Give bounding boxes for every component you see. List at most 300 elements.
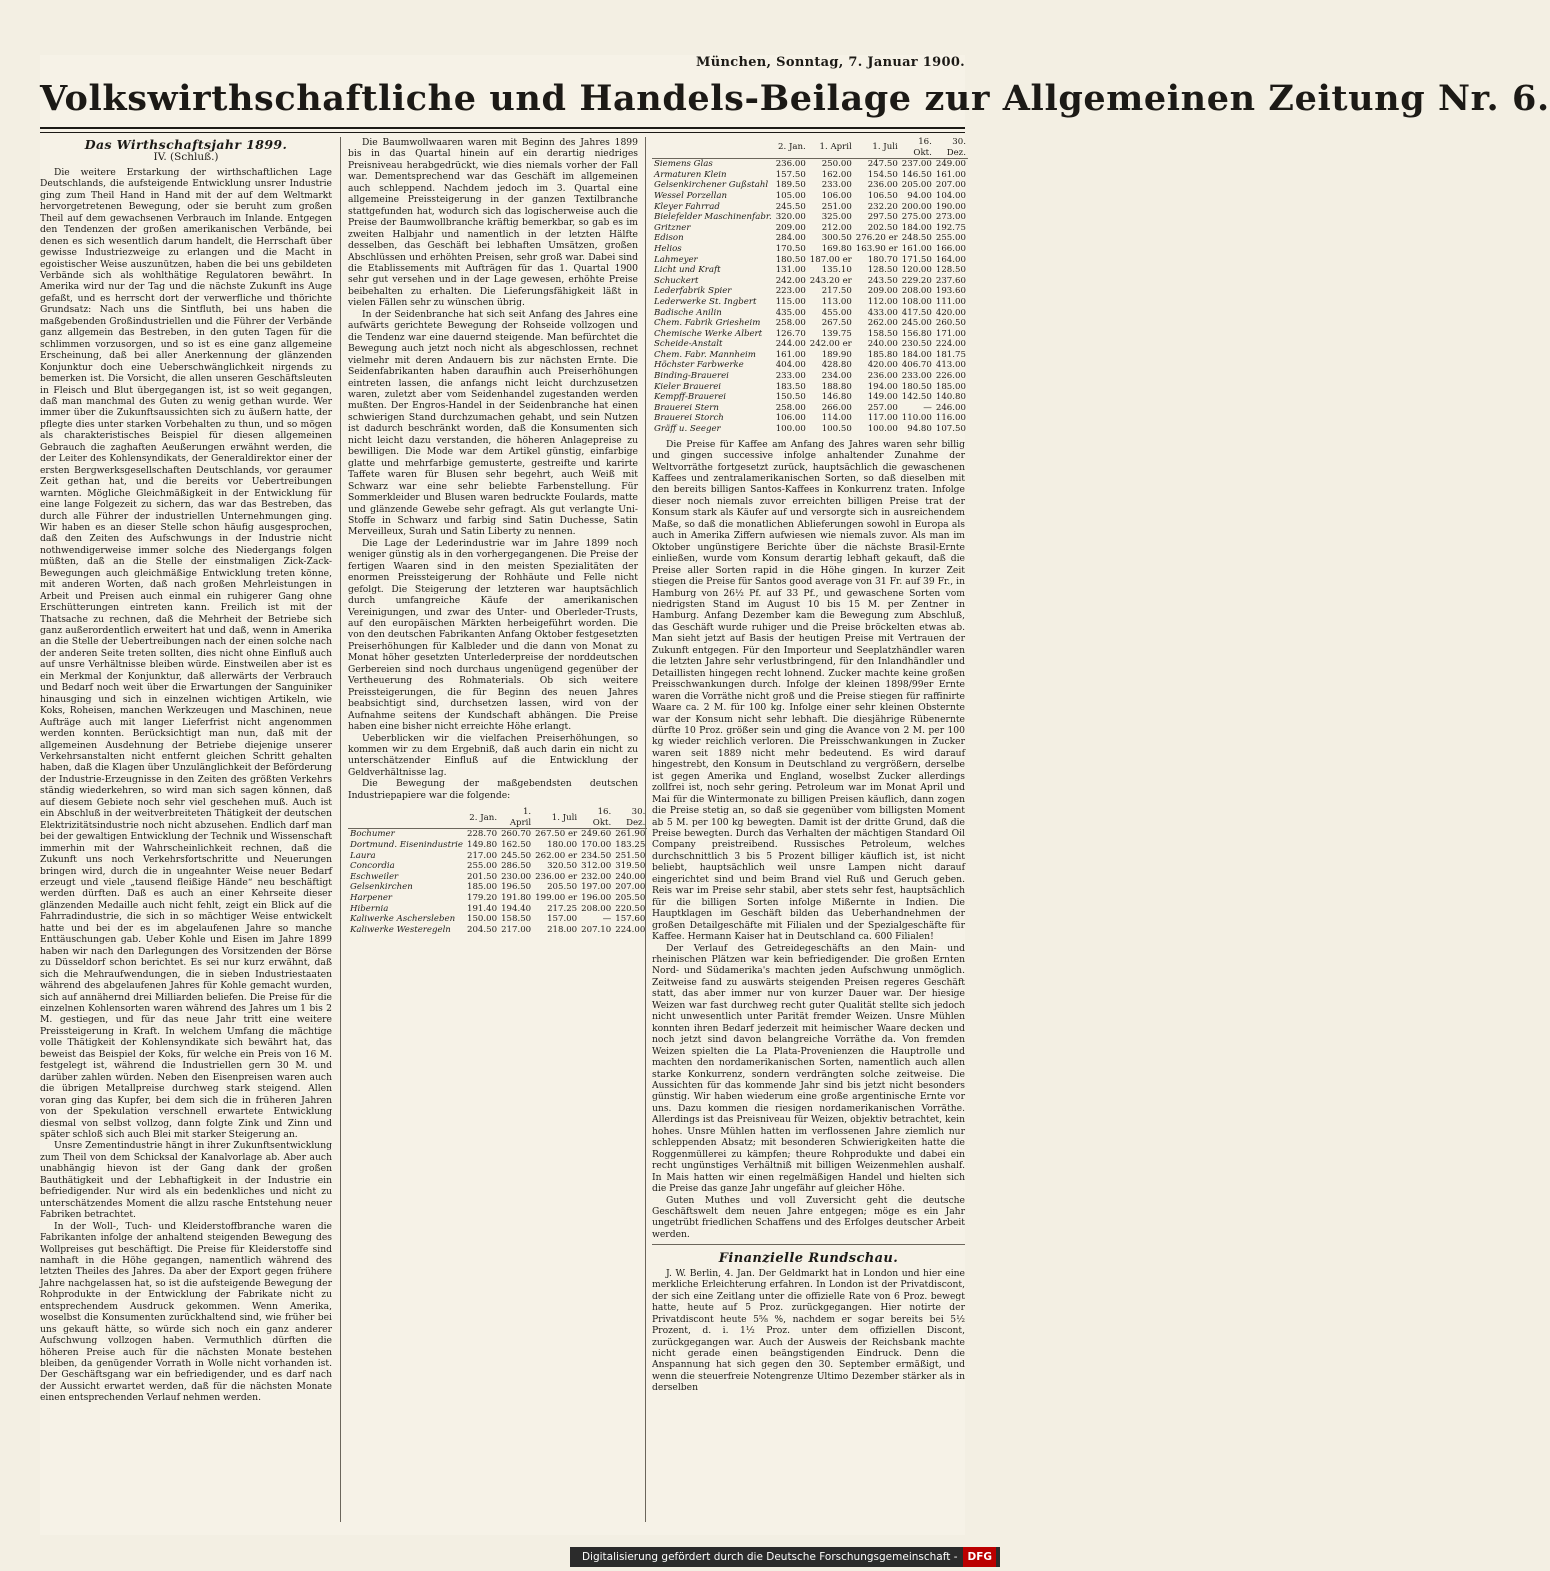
price-cell: 115.00 bbox=[775, 296, 806, 307]
table-row bbox=[348, 893, 647, 904]
price-cell: 249.60 bbox=[581, 829, 612, 840]
price-cell: 169.80 bbox=[821, 243, 852, 254]
price-cell: 114.00 bbox=[821, 413, 852, 424]
table-row bbox=[652, 265, 968, 276]
price-cell: 207.00 bbox=[615, 882, 646, 893]
price-cell: 250.00 bbox=[821, 159, 852, 170]
price-cell: 244.00 bbox=[775, 339, 806, 350]
price-cell: 209.00 bbox=[867, 286, 898, 297]
table-header-cell: 1. April bbox=[499, 807, 533, 829]
price-cell: 104.00 bbox=[935, 190, 966, 201]
price-cell: 234.00 bbox=[821, 371, 852, 382]
price-cell: 107.50 bbox=[935, 424, 966, 435]
price-cell: 149.00 bbox=[867, 392, 898, 403]
price-cell: 204.50 bbox=[467, 924, 498, 935]
price-cell: 230.00 bbox=[501, 871, 532, 882]
company-name: Binding-Brauerei bbox=[654, 371, 729, 382]
table-row bbox=[652, 392, 968, 403]
price-cell: 161.00 bbox=[775, 349, 806, 360]
price-cell: 201.50 bbox=[467, 871, 498, 882]
table-header-name bbox=[652, 137, 774, 159]
price-cell: 185.00 bbox=[935, 381, 966, 392]
price-cell: 150.00 bbox=[467, 914, 498, 925]
price-cell: 180.70 bbox=[867, 254, 898, 265]
price-cell: 117.00 bbox=[867, 413, 898, 424]
paragraph: Die weitere Erstarkung der wirthschaftlichen Lage Deutschlands, die aufsteigende Entwicklung unsrer Industrie ging zum Theil Hand in Hand mit der auf dem Weltmarkt hervorgetretenen Bewegung, oder sie beruht zum großen Theil auf dem gewachsenen Verbrauch im Inlande. Entgegen den Tendenzen der großen amerikanischen Verbände, bei denen es sich wesentlich darum handelt, die Herrschaft über gewisse Industriezweige zu erlangen und die Macht in egoistischer Weise auszunützen, haben die bei uns gebildeten Verbände sich als wohlthätige Regulatoren bewährt. In Amerika wird nur der Tag und die nächste Zukunft ins Auge gefaßt, und es herrscht dort der verwerfliche und thörichte Grundsatz: Nach uns die Sintfluth, bei uns haben die maßgebenden Großindustriellen und die Führer der Verbände ganz allgemein das Bestreben, in den guten Tagen für die schlimmen vorzusorgen, und so ist es eine ganz allgemeine Erscheinung, daß bei aller Anerkennung der glänzenden Konjunktur doch eine Ueberschwänglichkeit nirgends zu bemerken ist. Die Vorsicht, die allen unseren Geschäftsleuten in Fleisch und Blut übergegangen ist, ist so weit gegangen, daß man manchmal des Guten zu wenig gethan wurde. Wer immer über die Zukunftsaussichten sich zu äußern hatte, der pflegte dies unter starken Vorbehalten zu thun, und so mögen als charakteristisches Beispiel für diesen allgemeinen Gebrauch die zaghaften Aeußerungen erwähnt werden, die der Leiter des Kohlensyndikats, der Generaldirektor einer der ersten Bergwerksgesellschaften Deutschlands, vor geraumer Zeit gethan hat, und die bereits vor Uebertreibungen warnten. Mögliche Gleichmäßigkeit in der Entwicklung für eine lange Folgezeit zu sichern, das war das Bestreben, das durch alle Führer der industriellen Unternehmungen ging. Wir haben es an dieser Stelle schon häufig ausgesprochen, daß den Zeiten des Aufschwungs in der Industrie nicht nothwendigerweise immer solche des Niedergangs folgen müßten, daß an die Stelle der einstmaligen Zick-Zack-Bewegungen auch gleichmäßige Entwicklung treten könne, mit anderen Worten, daß nach großen Mehrleistungen in Arbeit und Preisen auch einmal ein ruhigerer Gang ohne Erschütterungen eintreten kann. Freilich ist mit der Thatsache zu rechnen, daß die Mehrheit der Betriebe sich ganz außerordentlich erweitert hat und daß, wenn in Amerika an die Stelle der Uebertreibungen nach der einen solche nach der anderen Seite treten sollten, dies nicht ohne Einfluß auch auf unsre Verhältnisse bleiben würde. Einstweilen aber ist es ein Merkmal der Konjunktur, daß allerwärts der Verbrauch und Bedarf noch weit über die Erwartungen der Sanguiniker hinausging und sich in einzelnen wichtigen Artikeln, wie Koks, Roheisen, manchen Werkzeugen und Maschinen, neue Aufträge auch mit langer Lieferfrist nicht angenommen werden konnten. Berücksichtigt man nun, daß mit der allgemeinen Ausdehnung der Betriebe diejenige unserer Verkehrsanstalten nicht entfernt gleichen Schritt gehalten haben, daß die Klagen über Unzulänglichkeit der Beförderung der Industrie-Erzeugnisse in den Zeiten des größten Verkehrs ständig wiederkehren, so wird man sich sagen können, daß auf diesem Gebiete noch sehr viel geschehen muß. Auch ist ein Abschluß in der weitverbreiteten Thätigkeit der deutschen Elektrizitätsindustrie noch nicht abzusehen. Endlich darf man bei der gewaltigen Entwicklung der Technik und Wissenschaft immerhin mit der Wahrscheinlichkeit rechnen, daß die Zukunft uns noch Verkehrsfortschritte und Neuerungen bringen wird, durch die in ungeahnter Weise neuer Bedarf erzeugt und viele „tausend fleißige Hände“ neu beschäftigt werden dürften. Daß es auch an einer Kehrseite dieser glänzenden Medaille auch nicht fehlt, zeigt ein Blick auf die Fahrradindustrie, die sich in so mächtiger Weise entwickelt hatte und bei der es im abgelaufenen Jahre so manche Enttäuschungen gab. Ueber Kohle und Eisen im Jahre 1899 haben wir nach den Darlegungen des Vorsitzenden der Börse zu Düsseldorf schon berichtet. Es sei nur kurz erwähnt, daß sich die Mehraufwendungen, die in sieben Industriestaaten während des abgelaufenen Jahres für Kohle gemacht wurden, sich auf annähernd drei Milliarden beliefen. Die Preise für die einzelnen Kohlensorten waren während des Jahres um 1 bis 2 M. gestiegen, und für das neue Jahr tritt eine weitere Preissteigerung in Kraft. In welchem Umfang die mächtige volle Thätigkeit der Kohlensyndikate sich bewährt hat, das beweist das Beispiel der Koks, für welche ein Preis von 16 M. festgelegt ist, während die Industriellen gern 30 M. und darüber zahlen würden. Neben den Eisenpreisen waren auch die übrigen Metallpreise durchweg stark steigend. Allen voran ging das Kupfer, bei dem sich die in früheren Jahren von der Spekulation verschnell erwartete Entwicklung diesmal von selbst vollzog, dann folgte Zink und Zinn und später schloß sich auch Blei mit starker Steigerung an. bbox=[40, 166, 332, 1140]
price-cell: 162.50 bbox=[501, 840, 532, 851]
company-name: Helios bbox=[654, 243, 682, 254]
price-cell: 106.50 bbox=[867, 190, 898, 201]
table-row bbox=[652, 318, 968, 329]
price-cell: 108.00 bbox=[901, 296, 932, 307]
price-cell: 247.50 bbox=[867, 159, 898, 170]
price-cell: 180.00 bbox=[547, 840, 578, 851]
price-cell: 194.40 bbox=[501, 903, 532, 914]
price-cell: 113.00 bbox=[821, 296, 852, 307]
masthead-title: Volkswirthschaftliche und Handels-Beilage zur Allgemeinen Zeitung Nr. 6. bbox=[40, 78, 1550, 119]
price-cell: 258.00 bbox=[775, 402, 806, 413]
table-row bbox=[348, 840, 647, 851]
price-cell: 240.00 bbox=[615, 871, 646, 882]
company-name: Concordia bbox=[350, 861, 395, 872]
price-cell: — bbox=[923, 402, 932, 413]
table-row bbox=[652, 350, 968, 361]
price-cell: 205.50 bbox=[615, 893, 646, 904]
paragraph: In der Seidenbranche hat sich seit Anfang des Jahres eine aufwärts gerichtete Bewegung der Rohseide vollzogen und die Tendenz war eine dauernd steigende. Man befürchtet die Bewegung auch jetzt noch nicht als abgeschlossen, rechnet vielmehr mit deren Andauern bis zur nächsten Ernte. Die Seidenfabrikanten haben daraufhin auch Preiserhöhungen eintreten lassen, die anfangs nicht leicht durchzusetzen waren, zuletzt aber vom Seidenhandel zugestanden werden mußten. Der Engros-Handel in der Seidenbranche hat einen schwierigen Stand durchzumachen gehabt, und sein Nutzen ist dadurch beschränkt worden, daß die Konsumenten sich nicht leicht dazu verstanden, die höheren Anlagepreise zu bewilligen. Die Mode war dem Artikel günstig, einfarbige glatte und mehrfarbige gemusterte, gestreifte und karirte Taffete waren für Blusen sehr begehrt, auch Weiß mit Schwarz war eine sehr beliebte Farbenstellung. Für Sommerkleider und Blusen waren bedruckte Foulards, matte und glänzende Gewebe sehr gefragt. Als gut verlangte Uni-Stoffe in Schwarz und farbig sind Satin Duchesse, Satin Merveilleux, Surah und Satin Liberty zu nennen. bbox=[348, 308, 638, 538]
company-name: Kieler Brauerei bbox=[654, 381, 722, 392]
price-cell: 171.00 bbox=[935, 328, 966, 339]
price-cell: 212.00 bbox=[821, 222, 852, 233]
table-row bbox=[652, 329, 968, 340]
price-cell: 257.00 bbox=[867, 402, 898, 413]
price-cell: 413.00 bbox=[935, 360, 966, 371]
price-cell: 131.00 bbox=[775, 265, 806, 276]
price-cell: 197.00 bbox=[581, 882, 612, 893]
price-cell: 435.00 bbox=[775, 307, 806, 318]
price-cell: 217.00 bbox=[501, 924, 532, 935]
price-cell: 246.00 bbox=[935, 402, 966, 413]
price-cell: 275.00 bbox=[901, 212, 932, 223]
company-name: Hibernia bbox=[350, 903, 389, 914]
price-cell: 251.00 bbox=[821, 201, 852, 212]
price-cell: 199.00 er bbox=[535, 893, 578, 904]
price-cell: 208.00 bbox=[581, 903, 612, 914]
price-cell: 100.00 bbox=[775, 424, 806, 435]
price-cell: 243.50 bbox=[867, 275, 898, 286]
dfg-logo: DFG bbox=[963, 1547, 996, 1567]
price-cell: 191.80 bbox=[501, 893, 532, 904]
price-cell: 192.75 bbox=[935, 222, 966, 233]
price-cell: 262.00 bbox=[867, 318, 898, 329]
table-header-cell: 2. Jan. bbox=[774, 137, 808, 159]
price-cell: 112.00 bbox=[867, 296, 898, 307]
table-body bbox=[348, 829, 647, 935]
company-name: Brauerei Stern bbox=[654, 402, 719, 413]
table-header-name bbox=[348, 807, 465, 829]
price-cell: 185.80 bbox=[867, 349, 898, 360]
price-cell: 185.00 bbox=[467, 882, 498, 893]
table-row bbox=[652, 308, 968, 319]
table-row bbox=[348, 829, 647, 840]
price-cell: 126.70 bbox=[775, 328, 806, 339]
column-divider bbox=[340, 137, 341, 1522]
price-cell: 226.00 bbox=[935, 371, 966, 382]
price-cell: 166.00 bbox=[935, 243, 966, 254]
price-cell: 433.00 bbox=[867, 307, 898, 318]
table-header-row bbox=[348, 807, 647, 829]
price-cell: 106.00 bbox=[821, 190, 852, 201]
table-header-row bbox=[652, 137, 968, 159]
price-cell: 417.50 bbox=[901, 307, 932, 318]
price-cell: 217.00 bbox=[467, 850, 498, 861]
company-name: Edison bbox=[654, 233, 684, 244]
company-name: Chem. Fabrik Griesheim bbox=[654, 318, 761, 329]
price-cell: 158.50 bbox=[501, 914, 532, 925]
article-title: Das Wirthschaftsjahr 1899. bbox=[84, 137, 288, 152]
price-cell: 187.00 er bbox=[809, 254, 852, 265]
price-cell: 184.00 bbox=[901, 222, 932, 233]
finance-text: J. W. Berlin, 4. Jan. Der Geldmarkt hat in London und hier eine merkliche Erleichterung erfahren. In London ist der Privatdiscont, der sich eine Zeitlang unter die offizielle Rate von 6 Proz. bewegt hatte, heute auf 5 Proz. zurückgegangen. Hier notirte der Privatdiscont heute 5⅝ %, nachdem er sogar bereits bei 5½ Prozent, d. i. 1½ Proz. unter dem offiziellen Discont, zurückgegangen war. Auch der Ausweis der Reichsbank machte nicht gerade einen beängstigenden Eindruck. Denn die Anspannung hat sich gegen den 30. September ermäßigt, und wenn die steuerfreie Notengrenze Ultimo Dezember stärker als in derselben bbox=[652, 1267, 965, 1394]
table-row bbox=[652, 202, 968, 213]
price-cell: 223.00 bbox=[775, 286, 806, 297]
table-row bbox=[348, 851, 647, 862]
price-cell: 220.50 bbox=[615, 903, 646, 914]
price-cell: 205.00 bbox=[901, 180, 932, 191]
price-cell: 189.50 bbox=[775, 180, 806, 191]
company-name: Kempff-Brauerei bbox=[654, 392, 727, 403]
price-cell: 320.00 bbox=[775, 212, 806, 223]
price-cell: 224.00 bbox=[615, 924, 646, 935]
price-cell: 193.60 bbox=[935, 286, 966, 297]
table-row bbox=[652, 297, 968, 308]
price-cell: 420.00 bbox=[935, 307, 966, 318]
price-cell: 455.00 bbox=[821, 307, 852, 318]
price-cell: 202.50 bbox=[867, 222, 898, 233]
price-cell: 245.50 bbox=[775, 201, 806, 212]
price-cell: 234.50 bbox=[581, 850, 612, 861]
price-cell: 236.00 er bbox=[535, 871, 578, 882]
price-cell: 261.90 bbox=[615, 829, 646, 840]
paragraph: Die Preise für Kaffee am Anfang des Jahres waren sehr billig und gingen successive infolge anhaltender Zunahme der Weltvorräthe fortgesetzt zurück, hauptsächlich die gewaschenen Kaffees und zentralamerikanischen Sorten, so daß dieselben mit den bereits billigen Santos-Kaffees in Konkurrenz traten. Infolge dieser noch niemals zuvor erreichten billigen Preise trat der Konsum stark als Käufer auf und versorgte sich in ausreichendem Maße, so daß die monatlichen Ablieferungen sowohl in Europa als auch in Amerika Ziffern aufwiesen wie niemals zuvor. Als man im Oktober ungünstigere Berichte über die nächste Brasil-Ernte einließen, wurde vom Konsum derartig lebhaft gekauft, daß die Preise aller Sorten rapid in die Höhe gingen. In kurzer Zeit stiegen die Preise für Santos good average von 31 Fr. auf 39 Fr., in Hamburg von 26½ Pf. auf 33 Pf., und gewaschene Sorten vom niedrigsten Stand im August 10 bis 15 M. per Zentner in Hamburg. Anfang Dezember kam die Bewegung zum Abschluß, das Geschäft wurde ruhiger und die Preise bröckelten etwas ab. Man sieht jetzt auf Basis der heutigen Preise mit Vertrauen der Zukunft entgegen. Für den Importeur und Seeplatzhändler waren die letzten Jahre sehr verlustbringend, für den Inlandhändler und Detaillisten hingegen recht lohnend. Zucker machte keine großen Preisschwankungen durch. Infolge der kleinen 1898/99er Ernte waren die Vorräthe nicht groß und die Preise stiegen für raffinirte Waare ca. 2 M. für 100 kg. Infolge einer sehr kleinen Obsternte war der Konsum nicht sehr lebhaft. Die diesjährige Rübenernte dürfte 10 Proz. größer sein und ging die Avance von 2 M. per 100 kg wieder reichlich verloren. Die Preisschwankungen in Zucker waren seit 1889 nicht mehr bedeutend. Es wird darauf hingestrebt, den Konsum in Deutschland zu vergrößern, derselbe ist gegen Amerika und England, woselbst Zucker allerdings zollfrei ist, noch sehr gering. Petroleum war im Monat April und Mai für die Wintermonate zu billigen Preisen käuflich, dann zogen die Preise stetig an, so daß sie gegenüber vom billigsten Moment ab 5 M. per 100 kg bewegten. Damit ist der dritte Grund, daß die Preise bewegten. Durch das Verhalten der mächtigen Standard Oil Company preistreibend. Russisches Petroleum, welches durchschnittlich 3 bis 5 Prozent billiger käuflich ist, ist nicht beliebt, hauptsächlich weil unsre Lampen nicht darauf eingerichtet sind und beim Brand viel Ruß und Geruch geben. Reis war im Preise sehr stabil, aber stets sehr fest, hauptsächlich für die billigen Sorten infolge Mißernte in Indien. Die Hauptklagen im Geschäft bilden das Ueberhandnehmen der großen Detailgeschäfte mit Filialen und der Spezialgeschäfte für Kaffee. Hermann Kaiser hat in Deutschland ca. 600 Filialen! bbox=[652, 438, 965, 943]
price-cell: 128.50 bbox=[935, 265, 966, 276]
company-name: Gelsenkirchener Gußstahl bbox=[654, 180, 769, 191]
paragraph: Die Baumwollwaaren waren mit Beginn des Jahres 1899 bis in das Quartal hinein auf ein derartig niedriges Preisniveau herabgedrückt, wie dies niemals vorher der Fall war. Dementsprechend war das Geschäft im allgemeinen auch schleppend. Nachdem jedoch im 3. Quartal eine allgemeine Preissteigerung in der ganzen Textilbranche stattgefunden hat, wodurch sich das logischerweise auch die Preise der Baumwollbranche kräftig bemerkbar, so gab es im zweiten Halbjahr und namentlich in der letzten Hälfte desselben, das Geschäft bei lebhaften Umsätzen, großen Abschlüssen und erhöhten Preisen, sehr groß war. Dabei sind die Etablissements mit Aufträgen für das 1. Quartal 1900 sehr gut versehen und in der Lage gewesen, erhöhte Preise beibehalten zu erhalten. Die Lieferungsfähigkeit läßt in vielen Fällen sehr zu wünschen übrig. bbox=[348, 137, 638, 309]
column-2 bbox=[348, 137, 646, 1522]
price-cell: 251.50 bbox=[615, 850, 646, 861]
company-name: Lederfabrik Spier bbox=[654, 286, 732, 297]
table-header-cell: 30. Dez. bbox=[934, 137, 968, 159]
price-cell: 170.00 bbox=[581, 840, 612, 851]
table-row bbox=[652, 244, 968, 255]
column-3-body bbox=[652, 439, 965, 1241]
column-2-body bbox=[348, 137, 638, 801]
table-row bbox=[652, 180, 968, 191]
paragraph: Die Bewegung der maßgebendsten deutschen Industriepapiere war die folgende: bbox=[348, 778, 638, 801]
masthead-rule-thin bbox=[40, 132, 965, 133]
dateline: München, Sonntag, 7. Januar 1900. bbox=[696, 55, 965, 70]
paragraph: Ueberblicken wir die vielfachen Preiserhöhungen, so kommen wir zu dem Ergebniß, daß auch darin ein nicht zu unterschätzender Einfluß auf die Entwicklung der Geldverhältnisse lag. bbox=[348, 732, 638, 778]
price-cell: 128.50 bbox=[867, 265, 898, 276]
table-row bbox=[348, 925, 647, 936]
table-row bbox=[652, 286, 968, 297]
price-cell: 146.80 bbox=[821, 392, 852, 403]
price-cell: 284.00 bbox=[775, 233, 806, 244]
price-cell: 189.90 bbox=[821, 349, 852, 360]
stock-prices-table bbox=[652, 137, 968, 435]
price-cell: 164.00 bbox=[935, 254, 966, 265]
column-1-body bbox=[40, 167, 332, 1404]
table-row bbox=[652, 276, 968, 287]
price-cell: 94.80 bbox=[907, 424, 932, 435]
table-row bbox=[652, 233, 968, 244]
price-cell: 229.20 bbox=[901, 275, 932, 286]
column-divider bbox=[645, 137, 646, 1522]
table-row bbox=[348, 861, 647, 872]
company-name: Schuckert bbox=[654, 275, 699, 286]
price-cell: 157.50 bbox=[775, 169, 806, 180]
price-cell: 248.50 bbox=[901, 233, 932, 244]
price-cell: 262.00 er bbox=[535, 850, 578, 861]
company-name: Gelsenkirchen bbox=[350, 882, 413, 893]
table-row bbox=[652, 339, 968, 350]
price-cell: 154.50 bbox=[867, 169, 898, 180]
price-cell: 110.00 bbox=[901, 413, 932, 424]
price-cell: 181.75 bbox=[935, 349, 966, 360]
paragraph: Unsre Zementindustrie hängt in ihrer Zukunftsentwicklung zum Theil von dem Schicksal der Kanalvorlage ab. Aber auch unabhängig hievon ist der Gang dank der großen Bauthätigkeit und der Lebhaftigkeit in der Industrie ein befriedigender. Nur wird als ein bedenkliches und nicht zu unterschätzendes Moment die allzu rasche Entstehung neuer Fabriken betrachtet. bbox=[40, 1140, 332, 1221]
price-cell: 200.00 bbox=[901, 201, 932, 212]
table-row bbox=[652, 403, 968, 414]
price-cell: 161.00 bbox=[935, 169, 966, 180]
price-cell: 100.00 bbox=[867, 424, 898, 435]
price-cell: 267.50 er bbox=[535, 829, 578, 840]
table-body bbox=[652, 159, 968, 435]
masthead-rule bbox=[40, 127, 965, 129]
company-name: Kaliwerke Westeregeln bbox=[350, 924, 451, 935]
price-cell: 94.00 bbox=[907, 190, 932, 201]
price-cell: 205.50 bbox=[547, 882, 578, 893]
table-row bbox=[652, 212, 968, 223]
price-cell: 245.00 bbox=[901, 318, 932, 329]
price-cell: 233.00 bbox=[821, 180, 852, 191]
price-cell: 179.20 bbox=[467, 893, 498, 904]
price-cell: 157.60 bbox=[615, 914, 646, 925]
price-cell: 218.00 bbox=[547, 924, 578, 935]
price-cell: 180.50 bbox=[775, 254, 806, 265]
price-cell: 276.20 er bbox=[855, 233, 898, 244]
price-cell: 428.80 bbox=[821, 360, 852, 371]
price-cell: 183.25 bbox=[615, 840, 646, 851]
company-name: Gräff u. Seeger bbox=[654, 424, 721, 435]
price-cell: 245.50 bbox=[501, 850, 532, 861]
price-cell: 266.00 bbox=[821, 402, 852, 413]
price-cell: 184.00 bbox=[901, 349, 932, 360]
table-row bbox=[652, 360, 968, 371]
company-name: Badische Anilin bbox=[654, 307, 722, 318]
price-cell: 232.00 bbox=[581, 871, 612, 882]
table-row bbox=[652, 170, 968, 181]
price-cell: 163.90 er bbox=[855, 243, 898, 254]
price-cell: 209.00 bbox=[775, 222, 806, 233]
company-name: Armaturen Klein bbox=[654, 169, 727, 180]
price-cell: 224.00 bbox=[935, 339, 966, 350]
price-cell: 406.70 bbox=[901, 360, 932, 371]
price-cell: 260.50 bbox=[935, 318, 966, 329]
price-cell: 236.00 bbox=[867, 180, 898, 191]
price-cell: 161.00 bbox=[901, 243, 932, 254]
company-name: Scheide-Anstalt bbox=[654, 339, 723, 350]
company-name: Laura bbox=[350, 850, 376, 861]
price-cell: 237.60 bbox=[935, 275, 966, 286]
company-name: Bochumer bbox=[350, 829, 395, 840]
price-cell: 320.50 bbox=[547, 861, 578, 872]
table-header-cell: 16. Okt. bbox=[579, 807, 613, 829]
company-name: Dortmund. Eisenindustrie bbox=[350, 840, 463, 851]
company-name: Brauerei Storch bbox=[654, 413, 724, 424]
price-cell: 191.40 bbox=[467, 903, 498, 914]
price-cell: 258.00 bbox=[775, 318, 806, 329]
table-row bbox=[652, 382, 968, 393]
paragraph: Die Lage der Lederindustrie war im Jahre 1899 noch weniger günstig als in den vorhergegangenen. Die Preise der fertigen Waaren sind in den meisten Spezialitäten der enormen Preissteigerung der Rohhäute und Felle nicht gefolgt. Die Steigerung der letzteren war hauptsächlich durch umfangreiche Käufe der amerikanischen Vereinigungen, und zwar des Unter- und Oberleder-Trusts, auf den europäischen Märkten herbeigeführt worden. Die von den deutschen Fabrikanten Anfang Oktober festgesetzten Preiserhöhungen für Kalbleder und die dann von Monat zu Monat höher gesetzten Unterlederpreise der norddeutschen Gerbereien sind noch durchaus ungenügend gegenüber der Vertheuerung des Rohmaterials. Ob sich weitere Preissteigerungen, die für Beginn des neuen Jahres beabsichtigt sind, durchsetzen lassen, wird von der Aufnahme seitens der Kundschaft abhängen. Die Preise haben eine bisher nicht erreichte Höhe erlangt. bbox=[348, 537, 638, 733]
table-row bbox=[348, 882, 647, 893]
price-cell: 105.00 bbox=[775, 190, 806, 201]
table-header-cell: 30. Dez. bbox=[613, 807, 647, 829]
price-cell: 420.00 bbox=[867, 360, 898, 371]
price-cell: 139.75 bbox=[821, 328, 852, 339]
paragraph: Der Verlauf des Getreidegeschäfts an den Main- und rheinischen Plätzen war kein befriedigender. Die großen Ernten Nord- und Südamerika's machten jeden Aufschwung unmöglich. Zeitweise fand zu auswärts steigenden Preisen regeres Geschäft statt, das aber immer nur von kurzer Dauer war. Der hiesige Weizen war fast durchweg recht guter Qualität stellte sich jedoch nicht unwesentlich unter Parität fremder Weizen. Unsre Mühlen konnten ihren Bedarf jederzeit mit heimischer Waare decken und noch jetzt sind davon belangreiche Vorräthe da. Von fremden Weizen spielten die La Plata-Provenienzen die Hauptrolle und machten den nordamerikanischen Sorten, namentlich auch allen starke Konkurrenz, sondern verdrängten solche zeitweise. Die Aussichten für das kommende Jahr sind bis jetzt nicht besonders günstig. Wir haben wiederum eine große argentinische Ernte vor uns. Dazu kommen die riesigen nordamerikanischen Vorräthe. Allerdings ist das Preisniveau für Weizen, objektiv betrachtet, kein hohes. Unsre Mühlen hatten im verflossenen Jahre ziemlich nur schleppenden Absatz; mit besonderen Schwierigkeiten hatte die Roggenmüllerei zu kämpfen; theure Rohprodukte und dabei ein recht ungünstiges Verhältniß mit billigen Weizenmehlen aushalf. In Mais hatten wir einen regelmäßigen Handel und hielten sich die Preise das ganze Jahr ungefähr auf gleicher Höhe. bbox=[652, 942, 965, 1195]
company-name: Bielefelder Maschinenfabr. bbox=[654, 212, 772, 223]
price-cell: 142.50 bbox=[901, 392, 932, 403]
price-cell: 171.50 bbox=[901, 254, 932, 265]
price-cell: 208.00 bbox=[901, 286, 932, 297]
price-cell: 404.00 bbox=[775, 360, 806, 371]
price-cell: — bbox=[602, 914, 612, 925]
table-row bbox=[652, 223, 968, 234]
price-cell: 157.00 bbox=[547, 914, 578, 925]
price-cell: 149.80 bbox=[467, 840, 498, 851]
price-cell: 237.00 bbox=[901, 159, 932, 170]
company-name: Gritzner bbox=[654, 222, 691, 233]
price-cell: 196.50 bbox=[501, 882, 532, 893]
price-cell: 240.00 bbox=[867, 339, 898, 350]
table-row bbox=[652, 413, 968, 424]
price-cell: 242.00 er bbox=[809, 339, 852, 350]
price-cell: 286.50 bbox=[501, 861, 532, 872]
price-cell: 217.50 bbox=[821, 286, 852, 297]
price-cell: 228.70 bbox=[467, 829, 498, 840]
price-cell: 267.50 bbox=[821, 318, 852, 329]
price-cell: 196.00 bbox=[581, 893, 612, 904]
company-name: Siemens Glas bbox=[654, 159, 713, 170]
price-cell: 319.50 bbox=[615, 861, 646, 872]
newspaper-page bbox=[40, 55, 1550, 1535]
table-header-cell: 2. Jan. bbox=[465, 807, 499, 829]
table-row bbox=[652, 191, 968, 202]
company-name: Chemische Werke Albert bbox=[654, 328, 763, 339]
digitization-credit bbox=[570, 1547, 1000, 1567]
price-cell: 217.25 bbox=[547, 903, 578, 914]
paragraph: In der Woll-, Tuch- und Kleiderstoffbranche waren die Fabrikanten infolge der anhaltend steigenden Bewegung des Wollpreises gut beschäftigt. Die Preise für Kleiderstoffe sind namhaft in die Höhe gegangen, namentlich während des letzten Theiles des Jahres. Da aber der Export gegen frühere Jahre nachgelassen hat, so ist die aufsteigende Bewegung der Rohprodukte in der Entwicklung der Fabrikate nicht zu entsprechendem Ausdruck gekommen. Wenn Amerika, woselbst die Konsumenten zurückhaltend sind, wie früher bei uns gekauft hätte, so würde sich noch ein ganz anderer Aufschwung vollzogen haben. Vermuthlich dürften die höheren Preise auch für die nächsten Monate bestehen bleiben, da genügender Vorrath in Wolle nicht vorhanden ist. Der Geschäftsgang war ein befriedigender, und es darf nach der Aussicht erwartet werden, daß für die nächsten Monate einen entsprechenden Verlauf nehmen werden. bbox=[40, 1220, 332, 1404]
table-header-cell: 1. Juli bbox=[533, 807, 579, 829]
company-name: Chem. Fabr. Mannheim bbox=[654, 349, 756, 360]
price-cell: 146.50 bbox=[901, 169, 932, 180]
price-cell: 170.50 bbox=[775, 243, 806, 254]
price-cell: 162.00 bbox=[821, 169, 852, 180]
company-name: Höchster Farbwerke bbox=[654, 360, 744, 371]
table-header-cell: 1. Juli bbox=[854, 137, 900, 159]
column-3 bbox=[652, 137, 965, 1522]
price-cell: 249.00 bbox=[935, 159, 966, 170]
price-cell: 232.20 bbox=[867, 201, 898, 212]
company-name: Harpener bbox=[350, 893, 393, 904]
price-cell: 120.00 bbox=[901, 265, 932, 276]
price-cell: 325.00 bbox=[821, 212, 852, 223]
column-1 bbox=[40, 137, 332, 1522]
price-cell: 190.00 bbox=[935, 201, 966, 212]
table-row bbox=[652, 371, 968, 382]
price-cell: 116.00 bbox=[935, 413, 966, 424]
price-cell: 273.00 bbox=[935, 212, 966, 223]
price-cell: 156.80 bbox=[901, 328, 932, 339]
price-cell: 106.00 bbox=[775, 413, 806, 424]
company-name: Lederwerke St. Ingbert bbox=[654, 296, 757, 307]
price-cell: 140.80 bbox=[935, 392, 966, 403]
article-part: IV. (Schluß.) bbox=[153, 151, 219, 164]
price-cell: 300.50 bbox=[821, 233, 852, 244]
company-name: Licht und Kraft bbox=[654, 265, 721, 276]
company-name: Kaliwerke Aschersleben bbox=[350, 914, 456, 925]
table-row bbox=[348, 914, 647, 925]
price-cell: 183.50 bbox=[775, 381, 806, 392]
price-cell: 242.00 bbox=[775, 275, 806, 286]
table-row bbox=[348, 872, 647, 883]
price-cell: 158.50 bbox=[867, 328, 898, 339]
price-cell: 233.00 bbox=[775, 371, 806, 382]
table-header-cell: 16. Okt. bbox=[900, 137, 934, 159]
price-cell: 207.10 bbox=[581, 924, 612, 935]
paragraph: Guten Muthes und voll Zuversicht geht die deutsche Geschäftswelt dem neuen Jahre entgegen; möge es ein Jahr ungetrübt friedlichen Schaffens und des Erfolges deutscher Arbeit werden. bbox=[652, 1194, 965, 1240]
company-name: Wessel Porzellan bbox=[654, 190, 728, 201]
table-header-cell: 1. April bbox=[808, 137, 854, 159]
company-name: Lahmeyer bbox=[654, 254, 698, 265]
price-cell: 260.70 bbox=[501, 829, 532, 840]
price-cell: 236.00 bbox=[867, 371, 898, 382]
table-row bbox=[348, 904, 647, 915]
price-cell: 297.50 bbox=[867, 212, 898, 223]
industry-papers-table bbox=[348, 807, 647, 935]
price-cell: 255.00 bbox=[935, 233, 966, 244]
table-row bbox=[652, 255, 968, 266]
table-row bbox=[652, 159, 968, 170]
price-cell: 194.00 bbox=[867, 381, 898, 392]
table-row bbox=[652, 424, 968, 435]
price-cell: 236.00 bbox=[775, 159, 806, 170]
credit-text: Digitalisierung gefördert durch die Deutsche Forschungsgemeinschaft - bbox=[581, 1551, 958, 1563]
price-cell: 100.50 bbox=[821, 424, 852, 435]
company-name: Kleyer Fahrrad bbox=[654, 201, 720, 212]
price-cell: 188.80 bbox=[821, 381, 852, 392]
company-name: Eschweiler bbox=[350, 871, 399, 882]
price-cell: 135.10 bbox=[821, 265, 852, 276]
price-cell: 233.00 bbox=[901, 371, 932, 382]
price-cell: 207.00 bbox=[935, 180, 966, 191]
finance-heading: Finanzielle Rundschau. bbox=[718, 1251, 899, 1267]
section-rule bbox=[652, 1244, 965, 1245]
price-cell: 150.50 bbox=[775, 392, 806, 403]
price-cell: 312.00 bbox=[581, 861, 612, 872]
price-cell: 255.00 bbox=[467, 861, 498, 872]
price-cell: 230.50 bbox=[901, 339, 932, 350]
price-cell: 180.50 bbox=[901, 381, 932, 392]
